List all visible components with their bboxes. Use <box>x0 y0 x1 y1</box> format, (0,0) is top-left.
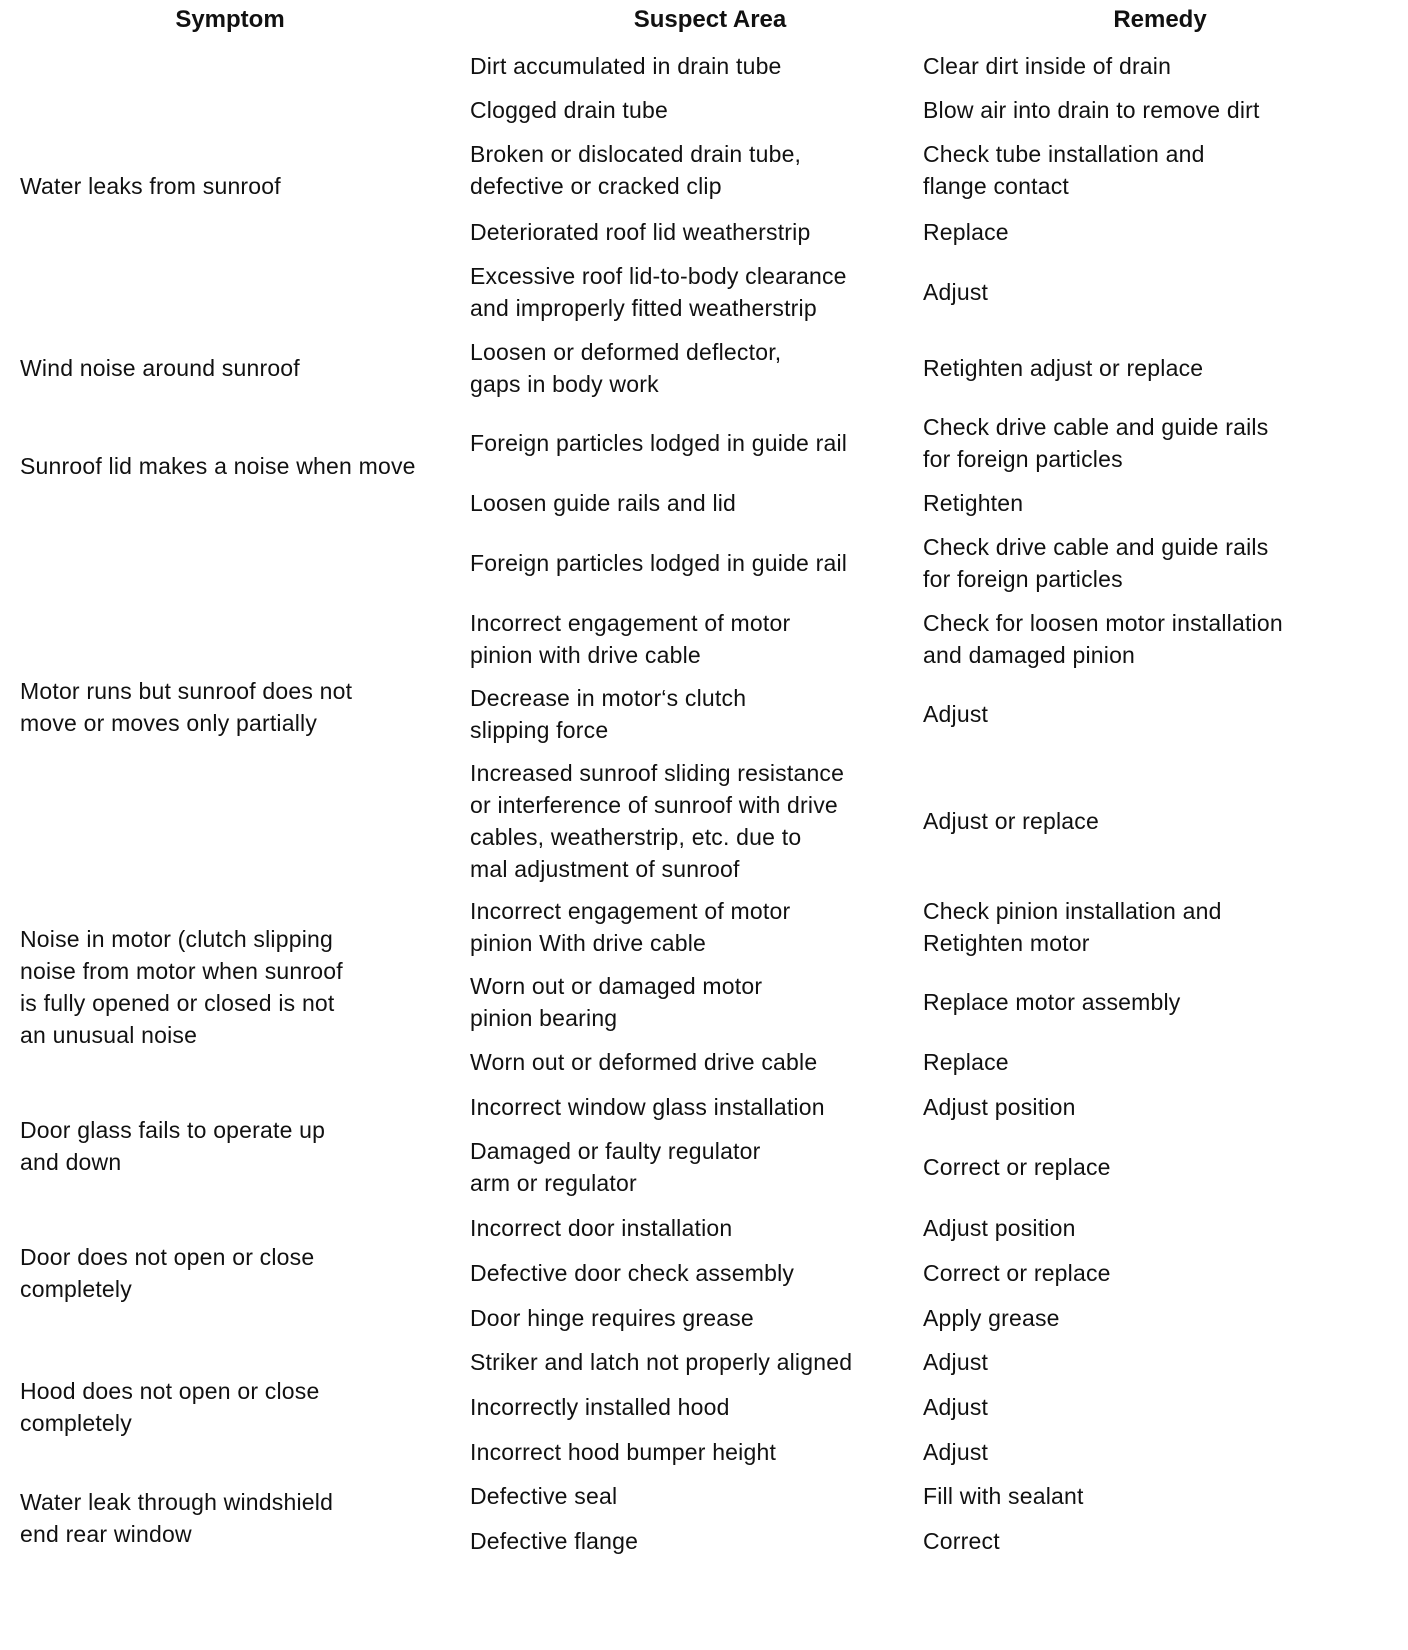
suspect-area-cell: Incorrectly installed hood <box>470 1394 730 1420</box>
suspect-area-cell: Worn out or deformed drive cable <box>470 1049 818 1075</box>
symptom-cell: Sunroof lid makes a noise when move <box>20 453 416 479</box>
suspect-area-cell: Clogged drain tube <box>470 97 668 123</box>
suspect-area-cell: Defective door check assembly <box>470 1260 795 1286</box>
remedy-cell: Adjust <box>923 1394 989 1420</box>
remedy-cell: Check drive cable and guide rails for foreign particles <box>923 534 1269 592</box>
remedy-cell: Check for loosen motor installation and damaged pinion <box>923 610 1283 668</box>
remedy-cell: Adjust position <box>923 1094 1076 1120</box>
suspect-area-cell: Loosen or deformed deflector, gaps in body work <box>470 339 782 397</box>
suspect-area-cell: Foreign particles lodged in guide rail <box>470 550 848 576</box>
suspect-area-cell: Striker and latch not properly aligned <box>470 1349 853 1375</box>
remedy-cell: Retighten <box>923 490 1024 516</box>
symptom-cell: Water leak through windshield end rear window <box>20 1489 334 1547</box>
suspect-area-cell: Incorrect window glass installation <box>470 1094 825 1120</box>
suspect-area-cell: Worn out or damaged motor pinion bearing <box>470 973 763 1031</box>
remedy-cell: Correct <box>923 1528 1000 1554</box>
remedy-cell: Correct or replace <box>923 1154 1111 1180</box>
remedy-cell: Adjust or replace <box>923 808 1099 834</box>
suspect-area-cell: Incorrect door installation <box>470 1215 733 1241</box>
remedy-cell: Adjust <box>923 701 989 727</box>
suspect-area-cell: Dirt accumulated in drain tube <box>470 53 782 79</box>
remedy-cell: Replace motor assembly <box>923 989 1181 1015</box>
symptom-cell: Door does not open or close completely <box>20 1244 315 1302</box>
remedy-cell: Retighten adjust or replace <box>923 355 1204 381</box>
remedy-cell: Apply grease <box>923 1305 1060 1331</box>
suspect-area-cell: Door hinge requires grease <box>470 1305 754 1331</box>
remedy-cell: Clear dirt inside of drain <box>923 53 1172 79</box>
remedy-cell: Adjust <box>923 1439 989 1465</box>
remedy-cell: Fill with sealant <box>923 1483 1084 1509</box>
symptom-cell: Hood does not open or close completely <box>20 1378 320 1436</box>
symptom-cell: Water leaks from sunroof <box>20 173 281 199</box>
symptom-header: Symptom <box>175 6 285 33</box>
suspect-area-cell: Incorrect engagement of motor pinion With drive cable <box>470 898 791 956</box>
remedy-cell: Replace <box>923 1049 1009 1075</box>
suspect-area-cell: Loosen guide rails and lid <box>470 490 737 516</box>
remedy-header: Remedy <box>1113 6 1207 33</box>
symptom-cell: Door glass fails to operate up and down <box>20 1117 326 1175</box>
remedy-cell: Check pinion installation and Retighten motor <box>923 898 1222 956</box>
suspect-area-cell: Decrease in motor‘s clutch slipping force <box>470 685 747 743</box>
suspect-area-header: Suspect Area <box>633 6 787 33</box>
symptom-cell: Wind noise around sunroof <box>20 355 300 381</box>
suspect-area-cell: Increased sunroof sliding resistance or interference of sunroof with drive cables, weatherstrip, etc. due to mal adjustment of sunroof <box>470 760 845 882</box>
suspect-area-cell: Incorrect hood bumper height <box>470 1439 777 1465</box>
suspect-area-cell: Defective flange <box>470 1528 639 1554</box>
remedy-cell: Check tube installation and flange contact <box>923 141 1205 199</box>
remedy-cell: Correct or replace <box>923 1260 1111 1286</box>
suspect-area-cell: Foreign particles lodged in guide rail <box>470 430 848 456</box>
remedy-cell: Replace <box>923 219 1009 245</box>
symptom-cell: Noise in motor (clutch slipping noise from motor when sunroof is fully opened or closed is not an unusual noise <box>20 926 343 1048</box>
suspect-area-cell: Deteriorated roof lid weatherstrip <box>470 219 811 245</box>
remedy-cell: Adjust position <box>923 1215 1076 1241</box>
suspect-area-cell: Excessive roof lid-to-body clearance and improperly fitted weatherstrip <box>470 263 847 321</box>
remedy-cell: Adjust <box>923 1349 989 1375</box>
remedy-cell: Check drive cable and guide rails for foreign particles <box>923 414 1269 472</box>
suspect-area-cell: Incorrect engagement of motor pinion with drive cable <box>470 610 791 668</box>
suspect-area-cell: Broken or dislocated drain tube, defective or cracked clip <box>470 141 802 199</box>
suspect-area-cell: Defective seal <box>470 1483 618 1509</box>
remedy-cell: Blow air into drain to remove dirt <box>923 97 1260 123</box>
suspect-area-cell: Damaged or faulty regulator arm or regulator <box>470 1138 761 1196</box>
symptom-cell: Motor runs but sunroof does not move or moves only partially <box>20 678 353 736</box>
remedy-cell: Adjust <box>923 279 989 305</box>
